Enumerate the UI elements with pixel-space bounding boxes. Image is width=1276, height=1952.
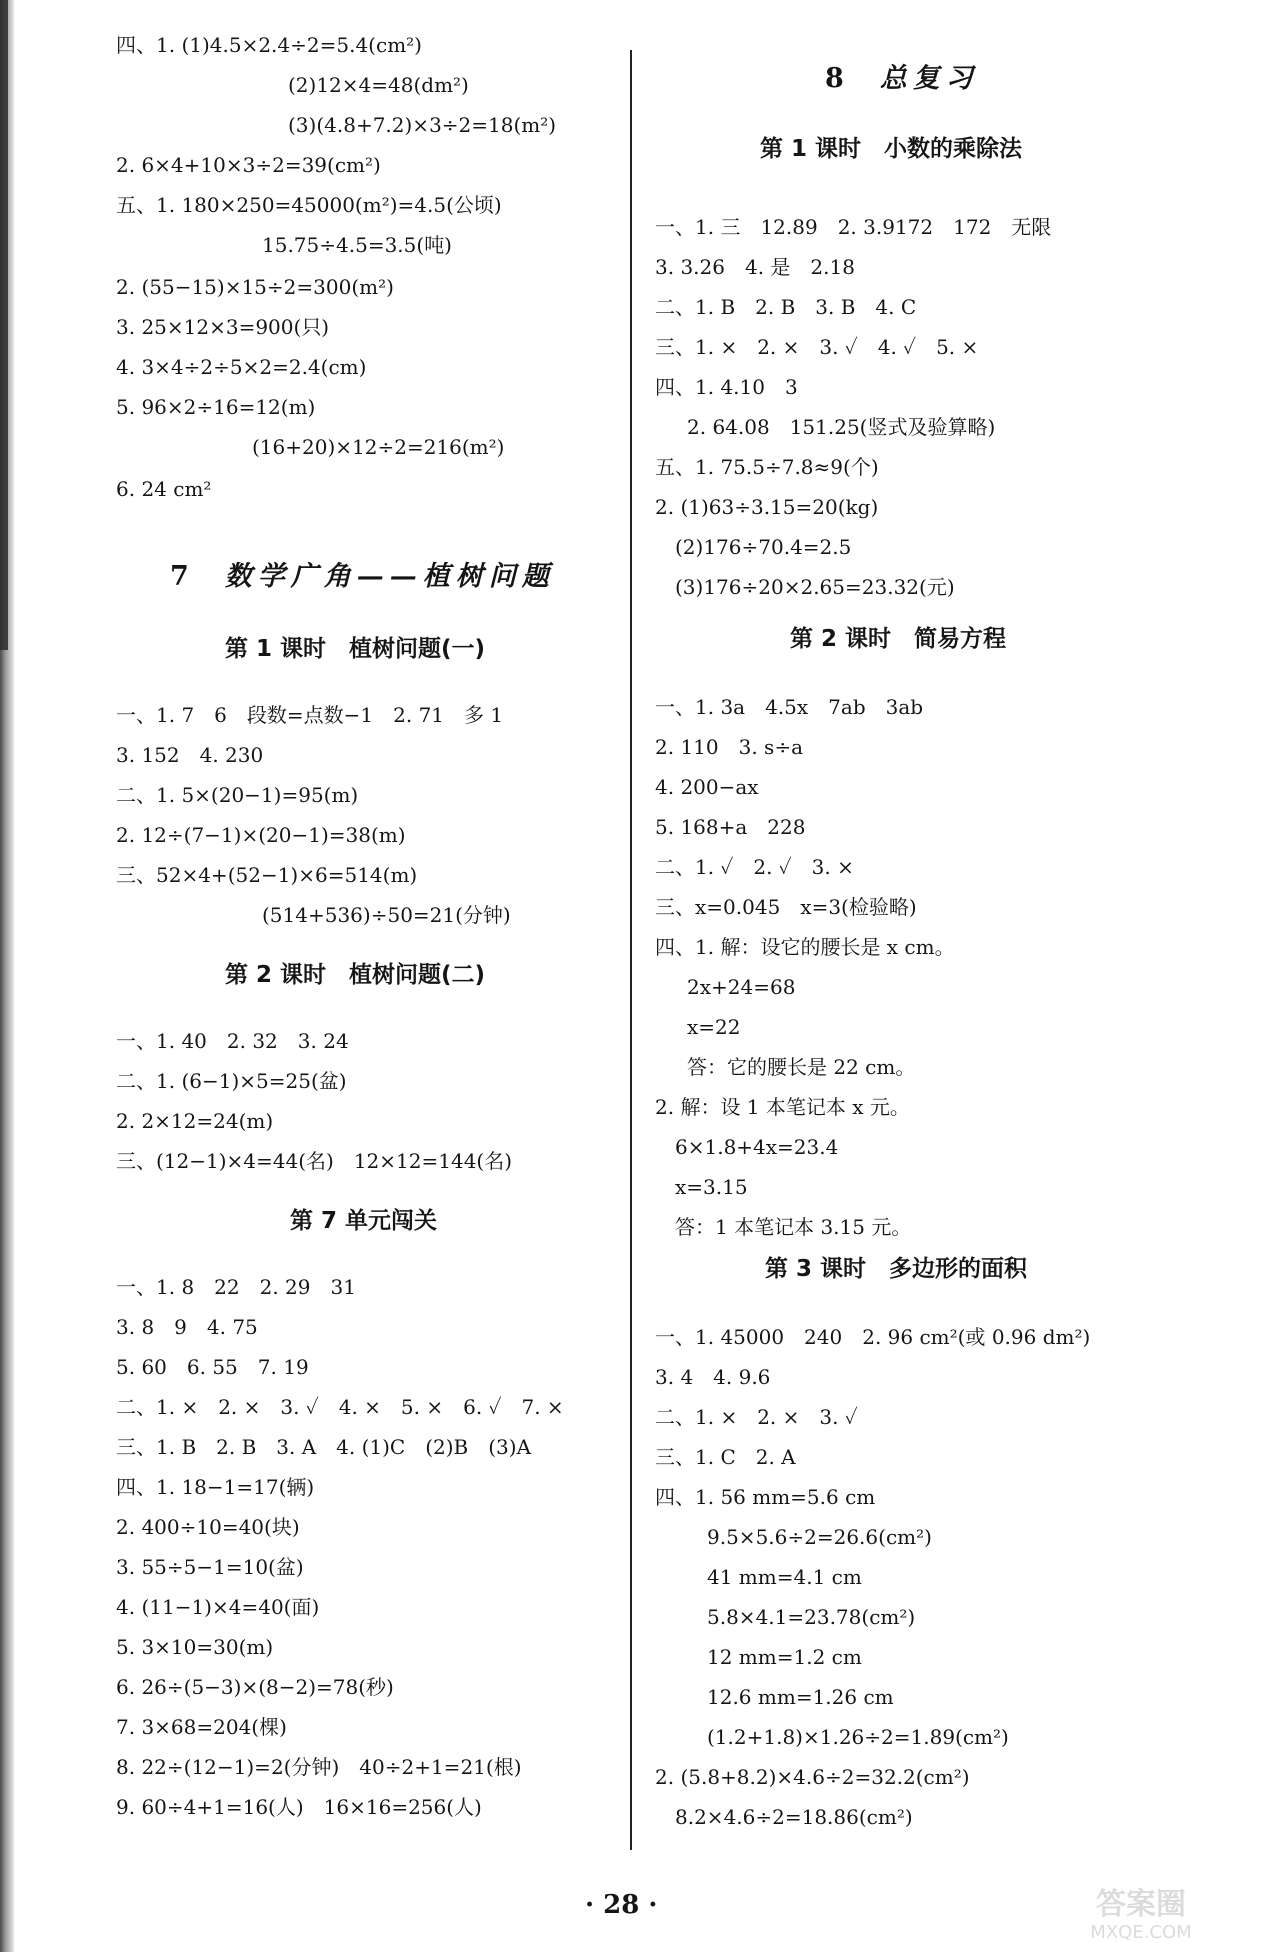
chapter-number: 7 <box>170 561 195 592</box>
answer-line: 一、1. 7 6 段数=点数−1 2. 71 多 1 <box>116 703 504 727</box>
answer-line: 6. 26÷(5−3)×(8−2)=78(秒) <box>116 1675 394 1699</box>
answer-line: 二、1. ✓ 2. ✓ 3. × <box>655 855 854 879</box>
answer-line: 3. 8 9 4. 75 <box>116 1315 258 1339</box>
answer-line: 4. 200−ax <box>655 775 759 799</box>
answer-line: 2. (55−15)×15÷2=300(m²) <box>116 275 394 299</box>
answer-line: 5. 96×2÷16=12(m) <box>116 395 316 419</box>
answer-line: 2. 64.08 151.25(竖式及验算略) <box>687 415 996 439</box>
answer-line: 2. (1)63÷3.15=20(kg) <box>655 495 879 519</box>
answer-line: 3. 4 4. 9.6 <box>655 1365 771 1389</box>
chapter-number: 8 <box>825 63 850 94</box>
answer-line: 三、(12−1)×4=44(名) 12×12=144(名) <box>116 1149 513 1173</box>
answer-line: 4. 3×4÷2÷5×2=2.4(cm) <box>116 355 367 379</box>
answer-line: 三、1. C 2. A <box>655 1445 796 1469</box>
answer-line: 2x+24=68 <box>687 975 796 999</box>
section-heading: 第 7 单元闯关 <box>290 1208 438 1234</box>
answer-line: 一、1. 8 22 2. 29 31 <box>116 1275 356 1299</box>
answer-line: 五、1. 75.5÷7.8≈9(个) <box>655 455 879 479</box>
answer-line: 3. 152 4. 230 <box>116 743 264 767</box>
answer-line: 四、1. 解：设它的腰长是 x cm。 <box>655 935 955 959</box>
answer-line: 四、1. (1)4.5×2.4÷2=5.4(cm²) <box>116 33 422 57</box>
answer-line: 四、1. 18−1=17(辆) <box>116 1475 315 1499</box>
scan-binding-edge <box>0 0 8 650</box>
watermark-logo <box>1026 1876 1256 1944</box>
answer-line: 12.6 mm=1.26 cm <box>707 1685 894 1709</box>
answer-line: 一、1. 45000 240 2. 96 cm²(或 0.96 dm²) <box>655 1325 1091 1349</box>
answer-line: 2. 6×4+10×3÷2=39(cm²) <box>116 153 381 177</box>
answer-line: 答：它的腰长是 22 cm。 <box>687 1055 916 1079</box>
section-heading: 第 1 课时 植树问题(一) <box>225 636 486 662</box>
answer-line: 6. 24 cm² <box>116 477 212 501</box>
chapter-name: 总复习 <box>879 63 979 94</box>
answer-line: 一、1. 3a 4.5x 7ab 3ab <box>655 695 924 719</box>
answer-line: 7. 3×68=204(棵) <box>116 1715 287 1739</box>
answer-line: (2)12×4=48(dm²) <box>288 73 469 97</box>
answer-line: 三、1. B 2. B 3. A 4. (1)C (2)B (3)A <box>116 1435 532 1459</box>
answer-line: 答：1 本笔记本 3.15 元。 <box>675 1215 912 1239</box>
answer-line: 5. 60 6. 55 7. 19 <box>116 1355 309 1379</box>
section-heading: 第 1 课时 小数的乘除法 <box>760 136 1023 162</box>
answer-line: 8.2×4.6÷2=18.86(cm²) <box>675 1805 913 1829</box>
answer-line: 9.5×5.6÷2=26.6(cm²) <box>707 1525 932 1549</box>
answer-line: 二、1. × 2. × 3. ✓ 4. × 5. × 6. ✓ 7. × <box>116 1395 564 1419</box>
answer-line: 五、1. 180×250=45000(m²)=4.5(公顷) <box>116 193 502 217</box>
answer-line: 一、1. 40 2. 32 3. 24 <box>116 1029 349 1053</box>
answer-line: (3)(4.8+7.2)×3÷2=18(m²) <box>288 113 557 137</box>
section-heading: 第 3 课时 多边形的面积 <box>765 1256 1028 1282</box>
answer-line: 5.8×4.1=23.78(cm²) <box>707 1605 916 1629</box>
answer-line: 四、1. 4.10 3 <box>655 375 798 399</box>
section-heading: 第 2 课时 植树问题(二) <box>225 962 486 988</box>
answer-line: 3. 3.26 4. 是 2.18 <box>655 255 855 279</box>
page-number: · 28 · <box>585 1890 658 1920</box>
chapter-title <box>170 560 555 594</box>
chapter-title <box>825 62 979 96</box>
section-heading: 第 2 课时 简易方程 <box>790 626 1007 652</box>
answer-line: 二、1. 5×(20−1)=95(m) <box>116 783 359 807</box>
answer-line: 2. (5.8+8.2)×4.6÷2=32.2(cm²) <box>655 1765 970 1789</box>
answer-line: (16+20)×12÷2=216(m²) <box>252 435 505 459</box>
answer-line: 3. 25×12×3=900(只) <box>116 315 330 339</box>
answer-line: 9. 60÷4+1=16(人) 16×16=256(人) <box>116 1795 482 1819</box>
answer-line: 四、1. 56 mm=5.6 cm <box>655 1485 876 1509</box>
answer-line: 三、x=0.045 x=3(检验略) <box>655 895 917 919</box>
answer-line: (2)176÷70.4=2.5 <box>675 535 852 559</box>
answer-line: 三、1. × 2. × 3. ✓ 4. ✓ 5. × <box>655 335 979 359</box>
answer-line: 二、1. (6−1)×5=25(盆) <box>116 1069 347 1093</box>
answer-line: x=22 <box>687 1015 741 1039</box>
answer-line: 41 mm=4.1 cm <box>707 1565 862 1589</box>
answer-line: 3. 55÷5−1=10(盆) <box>116 1555 304 1579</box>
answer-line: 2. 400÷10=40(块) <box>116 1515 300 1539</box>
answer-line: 12 mm=1.2 cm <box>707 1645 862 1669</box>
chapter-name: 数学广角——植树问题 <box>224 561 555 592</box>
answer-line: 15.75÷4.5=3.5(吨) <box>262 233 452 257</box>
answer-line: 2. 110 3. s÷a <box>655 735 803 759</box>
answer-line: 5. 3×10=30(m) <box>116 1635 274 1659</box>
answer-line: (514+536)÷50=21(分钟) <box>262 903 511 927</box>
answer-line: 6×1.8+4x=23.4 <box>675 1135 839 1159</box>
answer-line: 2. 2×12=24(m) <box>116 1109 274 1133</box>
answer-line: 5. 168+a 228 <box>655 815 806 839</box>
answer-line: 8. 22÷(12−1)=2(分钟) 40÷2+1=21(根) <box>116 1755 522 1779</box>
column-divider <box>630 50 632 1850</box>
watermark-url: MXQE.COM <box>1090 1922 1192 1943</box>
answer-line: 二、1. × 2. × 3. ✓ <box>655 1405 858 1429</box>
answer-line: 2. 12÷(7−1)×(20−1)=38(m) <box>116 823 406 847</box>
answer-line: 2. 解：设 1 本笔记本 x 元。 <box>655 1095 910 1119</box>
answer-line: (1.2+1.8)×1.26÷2=1.89(cm²) <box>707 1725 1009 1749</box>
watermark-text: 答案圈 <box>1096 1887 1186 1922</box>
answer-line: 二、1. B 2. B 3. B 4. C <box>655 295 917 319</box>
answer-line: (3)176÷20×2.65=23.32(元) <box>675 575 955 599</box>
answer-line: x=3.15 <box>675 1175 748 1199</box>
answer-line: 4. (11−1)×4=40(面) <box>116 1595 320 1619</box>
answer-line: 一、1. 三 12.89 2. 3.9172 172 无限 <box>655 215 1052 239</box>
answer-line: 三、52×4+(52−1)×6=514(m) <box>116 863 418 887</box>
